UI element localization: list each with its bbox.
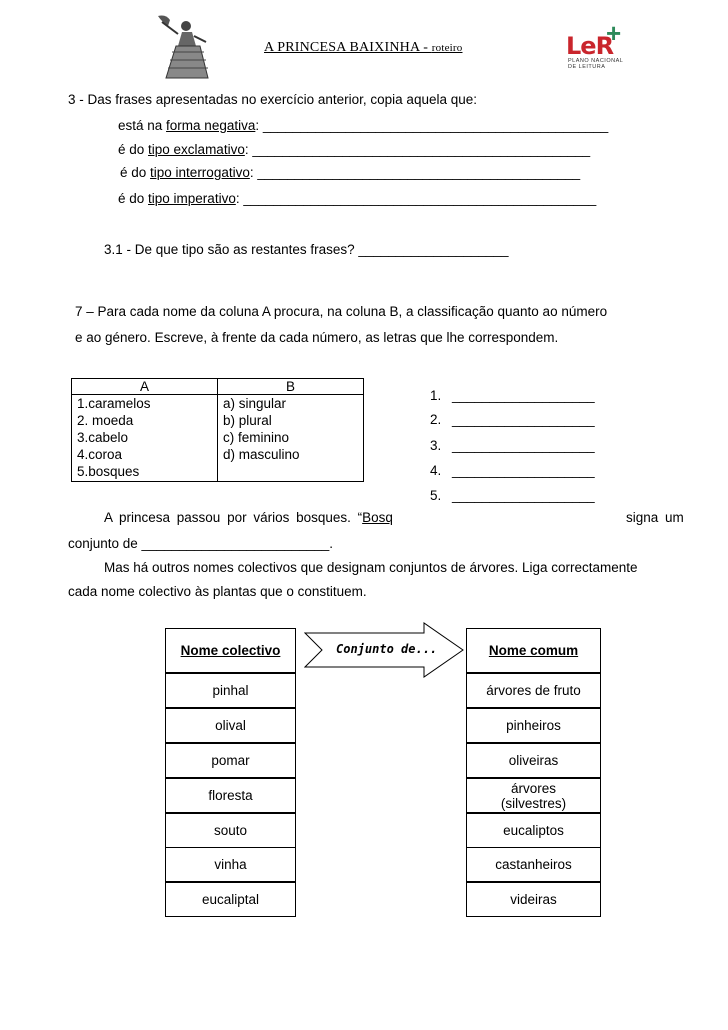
colectivos-instruction-line1: Mas há outros nomes colectivos que designam conjuntos de árvores. Liga correctamente [104, 560, 638, 575]
column-b-list: a) singular b) plural c) feminino d) masculino [218, 395, 364, 482]
answer-line-2[interactable]: 2. ___________________ [430, 412, 595, 427]
q7-line2: e ao género. Escreve, à frente da cada número, as letras que lhe correspondem. [75, 330, 559, 345]
q3-item-interrogativo: é do tipo interrogativo: ___________________________________________ [120, 165, 581, 180]
colectivo-pomar[interactable]: pomar [165, 743, 296, 778]
colectivo-vinha[interactable]: vinha [165, 847, 296, 882]
plano-nacional-leitura-logo: LeR + PLANO NACIONAL DE LEITURA [566, 18, 624, 70]
comum-arvores-de-fruto[interactable]: árvores de fruto [466, 673, 601, 708]
answer-line-4[interactable]: 4. ___________________ [430, 463, 595, 478]
colectivo-souto[interactable]: souto [165, 813, 296, 848]
column-a-list: 1.caramelos 2. moeda 3.cabelo 4.coroa 5.bosques [72, 395, 218, 482]
bosques-sentence: A princesa passou por vários bosques. “Bosq [104, 510, 393, 525]
comum-videiras[interactable]: videiras [466, 882, 601, 917]
comum-eucaliptos[interactable]: eucaliptos [466, 813, 601, 848]
comum-arvores-silvestres[interactable]: árvores (silvestres) [466, 778, 601, 813]
colectivo-olival[interactable]: olival [165, 708, 296, 743]
answer-line-5[interactable]: 5. ___________________ [430, 488, 595, 503]
comum-oliveiras[interactable]: oliveiras [466, 743, 601, 778]
bosques-sentence-end: signa um [626, 510, 684, 525]
comum-pinheiros[interactable]: pinheiros [466, 708, 601, 743]
q3-item-imperativo: é do tipo imperativo: _______________________________________________ [118, 191, 597, 206]
q3-item-exclamativo: é do tipo exclamativo: _____________________________________________ [118, 142, 591, 157]
answer-line-3[interactable]: 3. ___________________ [430, 438, 595, 453]
conjunto-de-line: conjunto de _________________________. [68, 536, 334, 551]
answer-line-1[interactable]: 1. ___________________ [430, 388, 595, 403]
princess-illustration [148, 12, 220, 82]
q3-intro: 3 - Das frases apresentadas no exercício anterior, copia aquela que: [68, 92, 477, 107]
colectivo-pinhal[interactable]: pinhal [165, 673, 296, 708]
column-b-header: B [218, 379, 364, 395]
q3-item-negativa: está na forma negativa: ______________________________________________ [118, 118, 609, 133]
conjunto-de-label: Conjunto de... [336, 642, 438, 656]
colectivo-eucaliptal[interactable]: eucaliptal [165, 882, 296, 917]
nome-colectivo-header: Nome colectivo [165, 628, 296, 673]
page-title: A PRINCESA BAIXINHA - roteiro [264, 40, 463, 55]
comum-castanheiros[interactable]: castanheiros [466, 847, 601, 882]
colectivos-instruction-line2: cada nome colectivo às plantas que o constituem. [68, 584, 367, 599]
q3-1-question: 3.1 - De que tipo são as restantes frases? ____________________ [104, 242, 509, 257]
column-a-header: A [72, 379, 218, 395]
columns-a-b-table [71, 378, 364, 482]
nome-comum-header: Nome comum [466, 628, 601, 673]
colectivo-floresta[interactable]: floresta [165, 778, 296, 813]
q7-line1: 7 – Para cada nome da coluna A procura, na coluna B, a classificação quanto ao número [75, 304, 608, 319]
